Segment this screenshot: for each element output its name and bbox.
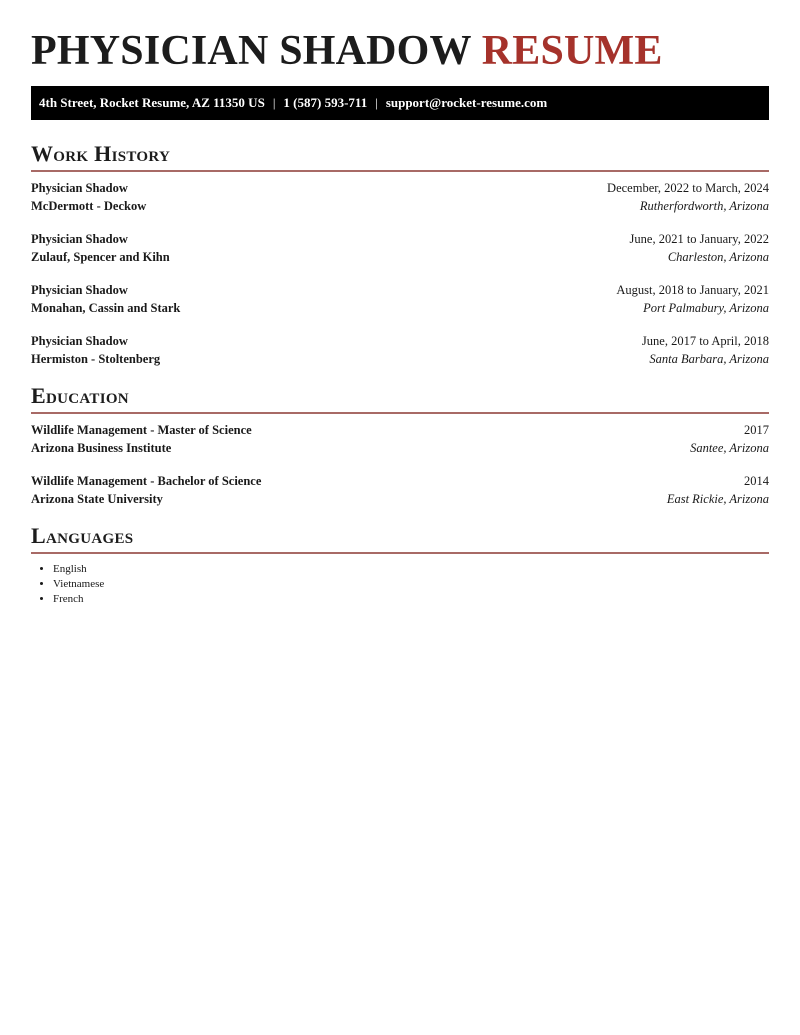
work-entry: [31, 231, 769, 266]
resume-title: [31, 28, 663, 74]
contact-separator: |: [375, 95, 378, 110]
work-role: Physician Shadow: [31, 232, 128, 246]
education-year: 2017: [744, 423, 769, 437]
work-dates: December, 2022 to March, 2024: [607, 181, 769, 195]
work-location: Santa Barbara, Arizona: [649, 351, 769, 366]
work-role: Physician Shadow: [31, 334, 128, 348]
work-entry: [31, 180, 769, 215]
education-degree: Wildlife Management - Bachelor of Science: [31, 474, 262, 488]
work-role: Physician Shadow: [31, 181, 128, 195]
contact-phone: 1 (587) 593-711: [283, 95, 368, 110]
languages-list: [31, 562, 769, 607]
work-company: Monahan, Cassin and Stark: [31, 300, 181, 315]
work-history-section: [31, 141, 769, 368]
resume-title-accent: RESUME: [481, 28, 663, 74]
resume-title-name: PHYSICIAN SHADOW: [31, 28, 471, 74]
education-degree: Wildlife Management - Master of Science: [31, 423, 252, 437]
work-dates: June, 2017 to April, 2018: [641, 334, 769, 348]
education-school: Arizona State University: [31, 491, 163, 506]
contact-email: support@rocket-resume.com: [385, 95, 548, 110]
work-company: Zulauf, Spencer and Kihn: [31, 249, 170, 264]
section-heading-languages: Languages: [31, 523, 134, 548]
education-entry: [31, 473, 769, 508]
education-entry: [31, 422, 769, 457]
work-entry: [31, 333, 769, 368]
work-location: Port Palmabury, Arizona: [643, 300, 769, 315]
work-dates: June, 2021 to January, 2022: [629, 232, 769, 246]
contact-address: 4th Street, Rocket Resume, AZ 11350 US: [39, 95, 265, 110]
section-heading-work-history: Work History: [31, 141, 171, 166]
work-location: Charleston, Arizona: [667, 249, 769, 264]
education-section: [31, 383, 769, 508]
work-dates: August, 2018 to January, 2021: [616, 283, 769, 297]
work-location: Rutherfordworth, Arizona: [639, 198, 769, 213]
section-divider: [31, 552, 769, 554]
work-entry: [31, 282, 769, 317]
contact-separator: |: [272, 95, 276, 110]
education-location: East Rickie, Arizona: [666, 491, 769, 506]
language-item: • French: [53, 592, 769, 607]
section-divider: [31, 412, 769, 414]
languages-section: [31, 523, 769, 607]
education-year: 2014: [744, 474, 769, 488]
contact-bar: [31, 86, 769, 120]
work-company: McDermott - Deckow: [31, 198, 147, 213]
education-school: Arizona Business Institute: [31, 440, 172, 455]
work-role: Physician Shadow: [31, 283, 128, 297]
section-divider: [31, 170, 769, 172]
work-company: Hermiston - Stoltenberg: [31, 351, 161, 366]
language-item: • Vietnamese: [53, 577, 769, 592]
section-heading-education: Education: [31, 383, 129, 408]
language-item: • English: [53, 562, 769, 577]
education-location: Santee, Arizona: [690, 440, 769, 455]
